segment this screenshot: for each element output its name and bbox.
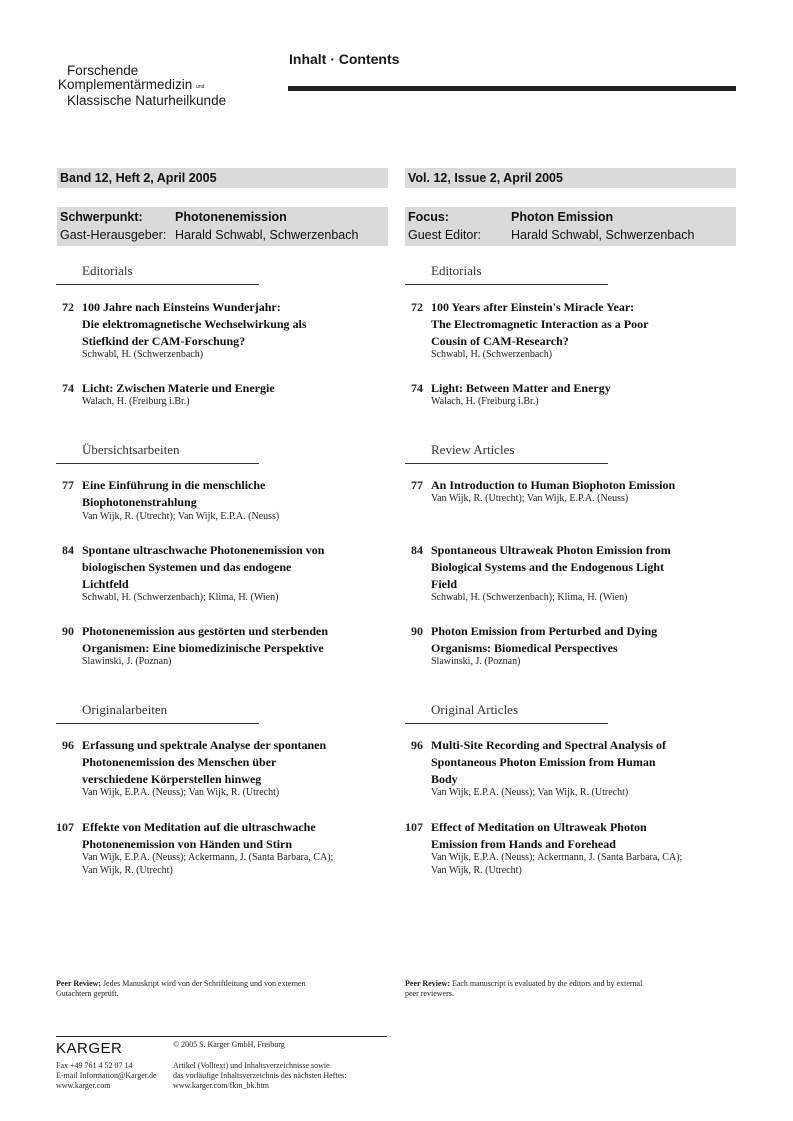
section-title: Editorials — [431, 263, 482, 278]
entry-authors: Van Wijk, E.P.A. (Neuss); Van Wijk, R. (Utrecht) — [431, 787, 629, 798]
entry-authors: Van Wijk, E.P.A. (Neuss); Van Wijk, R. (Utrecht) — [82, 787, 280, 798]
entry-title[interactable]: biologischen Systemen und das endogene — [82, 560, 292, 574]
entry-authors: Schwabl, H. (Schwerzenbach); Klima, H. (Wien) — [82, 592, 279, 603]
copyright: © 2005 S. Karger GmbH, Freiburg — [173, 1040, 285, 1049]
publisher-logo: KARGER — [56, 1040, 123, 1057]
contact-email[interactable]: E-mail Information@Karger.de — [56, 1071, 157, 1080]
entry-title[interactable]: Spontaneous Photon Emission from Human — [431, 755, 656, 769]
online-note-text: Artikel (Volltext) und Inhaltsverzeichnisse sowie — [173, 1061, 330, 1070]
footer-rule — [56, 1036, 387, 1037]
entry-title[interactable]: 100 Jahre nach Einsteins Wunderjahr: — [82, 300, 281, 314]
entry-title[interactable]: Biological Systems and the Endogenous Light — [431, 560, 665, 574]
entry-title[interactable]: Effect of Meditation on Ultraweak Photon — [431, 820, 647, 834]
page-number: 90 — [411, 624, 423, 638]
issue-bar-en: Vol. 12, Issue 2, April 2005 — [405, 168, 736, 188]
peer-review-text: Jedes Manuskript wird von der Schriftleitung und von externen — [102, 979, 306, 988]
entry-title[interactable]: Body — [431, 772, 458, 786]
entry-authors: Van Wijk, E.P.A. (Neuss); Ackermann, J. (Santa Barbara, CA); — [82, 852, 334, 863]
entry-authors: Van Wijk, R. (Utrecht) — [82, 865, 173, 876]
focus-label-en: Focus: — [408, 210, 449, 224]
journal-name-und: und — [196, 84, 205, 90]
focus-value-en: Photon Emission — [511, 210, 614, 224]
editor-value-en: Harald Schwabl, Schwerzenbach — [511, 228, 695, 242]
journal-name-line1: Forschende — [67, 63, 139, 78]
entry-title[interactable]: The Electromagnetic Interaction as a Poor — [431, 317, 649, 331]
editor-value-de: Harald Schwabl, Schwerzenbach — [175, 228, 359, 242]
entry-title[interactable]: Photonenemission von Händen und Stirn — [82, 837, 293, 851]
section-rule — [56, 723, 259, 724]
issue-bar-de: Band 12, Heft 2, April 2005 — [57, 168, 388, 188]
page-number: 72 — [411, 300, 423, 314]
entry-title[interactable]: Organismen: Eine biomedizinische Perspektive — [82, 641, 324, 655]
contact-fax: Fax +49 761 4 52 07 14 — [56, 1061, 133, 1070]
entry-title[interactable]: An Introduction to Human Biophoton Emission — [431, 478, 676, 492]
entry-authors: Slawinski, J. (Poznan) — [82, 656, 172, 667]
entry-title[interactable]: Multi-Site Recording and Spectral Analysis of — [431, 738, 667, 752]
online-access-note — [173, 1061, 347, 1091]
entry-title[interactable]: Emission from Hands and Forehead — [431, 837, 616, 851]
peer-review-label: Peer Review: — [405, 979, 450, 988]
journal-name-line3: Klassische Naturheilkunde — [67, 93, 227, 108]
peer-review-text: Each manuscript is evaluated by the editors and by external — [451, 979, 643, 988]
entry-title[interactable]: Photonenemission aus gestörten und sterbenden — [82, 624, 329, 638]
entry-title[interactable]: Spontane ultraschwache Photonenemission von — [82, 543, 325, 557]
page-number: 77 — [62, 478, 74, 492]
focus-label-de: Schwerpunkt: — [60, 210, 143, 224]
page-title: Inhalt · Contents — [289, 51, 400, 67]
entry-title[interactable]: Lichtfeld — [82, 577, 129, 591]
toc-column-en — [405, 0, 745, 1121]
page-number: 96 — [411, 738, 423, 752]
entry-title[interactable]: 100 Years after Einstein's Miracle Year: — [431, 300, 635, 314]
entry-authors: Van Wijk, R. (Utrecht) — [431, 865, 522, 876]
section-rule — [405, 463, 608, 464]
peer-review-label: Peer Review: — [56, 979, 101, 988]
entry-title[interactable]: Biophotonenstrahlung — [82, 495, 197, 509]
page-number: 84 — [62, 543, 74, 557]
peer-review-text: peer reviewers. — [405, 989, 454, 998]
contact-website[interactable]: www.karger.com — [56, 1081, 111, 1090]
section-rule — [56, 284, 259, 285]
editor-label-de: Gast-Herausgeber: — [60, 228, 167, 242]
peer-review-text: Gutachtern geprüft. — [56, 989, 119, 998]
entry-title[interactable]: Photonenemission des Menschen über — [82, 755, 277, 769]
entry-authors: Schwabl, H. (Schwerzenbach); Klima, H. (Wien) — [431, 592, 628, 603]
toc-column-de — [56, 0, 396, 1121]
page-number: 96 — [62, 738, 74, 752]
page-number: 107 — [405, 820, 423, 834]
peer-review-note — [56, 979, 306, 999]
section-rule — [405, 284, 608, 285]
entry-authors: Van Wijk, R. (Utrecht); Van Wijk, E.P.A. (Neuss) — [82, 511, 280, 522]
journal-name-line2-text: Komplementärmedizin — [58, 77, 193, 92]
entry-title[interactable]: Licht: Zwischen Materie und Energie — [82, 381, 275, 395]
entry-title[interactable]: Field — [431, 577, 457, 591]
entry-authors: Schwabl, H. (Schwerzenbach) — [431, 349, 553, 360]
page-number: 107 — [56, 820, 74, 834]
section-title: Übersichtsarbeiten — [82, 442, 180, 457]
entry-authors: Schwabl, H. (Schwerzenbach) — [82, 349, 204, 360]
peer-review-note — [405, 979, 642, 999]
entry-title[interactable]: Die elektromagnetische Wechselwirkung als — [82, 317, 307, 331]
entry-authors: Walach, H. (Freiburg i.Br.) — [82, 396, 190, 407]
section-title: Originalarbeiten — [82, 702, 168, 717]
page-number: 90 — [62, 624, 74, 638]
entry-title[interactable]: Organisms: Biomedical Perspectives — [431, 641, 618, 655]
publisher-contact — [56, 1061, 157, 1091]
page-number: 84 — [411, 543, 423, 557]
entry-title[interactable]: Effekte von Meditation auf die ultraschwache — [82, 820, 316, 834]
entry-authors: Slawinski, J. (Poznan) — [431, 656, 521, 667]
entry-title[interactable]: Spontaneous Ultraweak Photon Emission from — [431, 543, 671, 557]
section-title: Original Articles — [431, 702, 519, 717]
entry-title[interactable]: Cousin of CAM-Research? — [431, 334, 569, 348]
entry-title[interactable]: verschiedene Körperstellen hinweg — [82, 772, 262, 786]
entry-title[interactable]: Light: Between Matter and Energy — [431, 381, 611, 395]
section-rule — [405, 723, 608, 724]
entry-title[interactable]: Eine Einführung in die menschliche — [82, 478, 266, 492]
entry-title[interactable]: Stiefkind der CAM-Forschung? — [82, 334, 246, 348]
focus-value-de: Photonenemission — [175, 210, 287, 224]
entry-authors: Walach, H. (Freiburg i.Br.) — [431, 396, 539, 407]
section-rule — [56, 463, 259, 464]
page-number: 72 — [62, 300, 74, 314]
section-title: Editorials — [82, 263, 133, 278]
online-note-text: das vorläufige Inhaltsverzeichnis des nächsten Heftes: — [173, 1071, 347, 1080]
page-number: 74 — [411, 381, 423, 395]
editor-label-en: Guest Editor: — [408, 228, 481, 242]
entry-authors: Van Wijk, R. (Utrecht); Van Wijk, E.P.A. (Neuss) — [431, 493, 629, 504]
entry-title[interactable]: Erfassung und spektrale Analyse der spontanen — [82, 738, 327, 752]
entry-title[interactable]: Photon Emission from Perturbed and Dying — [431, 624, 658, 638]
entry-authors: Van Wijk, E.P.A. (Neuss); Ackermann, J. (Santa Barbara, CA); — [431, 852, 683, 863]
page-number: 77 — [411, 478, 423, 492]
online-link[interactable]: www.karger.com/fkm_bk.htm — [173, 1081, 269, 1090]
page-number: 74 — [62, 381, 74, 395]
section-title: Review Articles — [431, 442, 515, 457]
